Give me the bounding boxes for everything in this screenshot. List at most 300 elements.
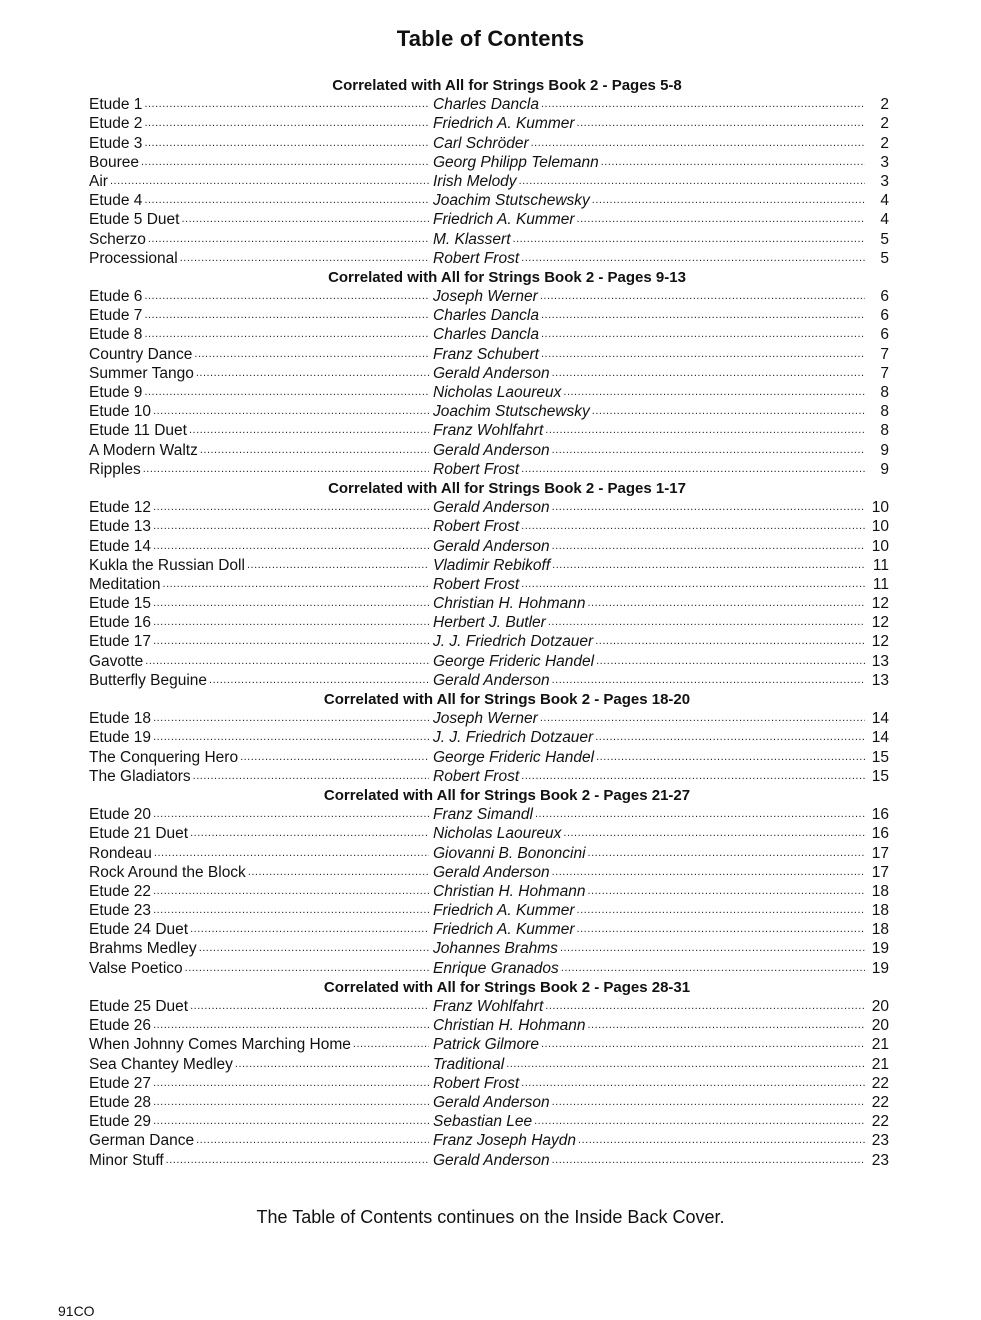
entry-title: Etude 15	[89, 595, 152, 613]
dot-leader	[144, 287, 429, 306]
dot-leader	[513, 230, 865, 249]
entry-composer: Gerald Anderson	[433, 441, 550, 459]
dot-leader	[353, 1035, 429, 1054]
dot-leader	[153, 901, 429, 920]
entry-page-number: 6	[880, 326, 889, 344]
entry-title: Etude 28	[89, 1093, 152, 1111]
entry-title: Etude 27	[89, 1074, 152, 1092]
entry-composer: Friedrich A. Kummer	[433, 115, 575, 133]
entry-title: Sea Chantey Medley	[89, 1055, 233, 1073]
dot-leader	[163, 575, 429, 594]
dot-leader	[190, 920, 429, 939]
entry-composer: Friedrich A. Kummer	[433, 902, 575, 920]
dot-leader	[541, 306, 865, 325]
dot-leader	[552, 1151, 865, 1170]
entry-page-number: 8	[880, 422, 889, 440]
entry-page-number: 4	[880, 211, 889, 229]
toc-entry	[89, 1016, 889, 1035]
entry-page-number: 3	[880, 172, 889, 190]
toc-entry	[89, 421, 889, 440]
entry-composer: Charles Dancla	[433, 307, 539, 325]
entry-title: Etude 7	[89, 307, 143, 325]
entry-page-number: 13	[871, 671, 889, 689]
entry-title: Etude 1	[89, 96, 143, 114]
toc-entry	[89, 805, 889, 824]
dot-leader	[541, 95, 865, 114]
entry-page-number: 10	[871, 537, 889, 555]
toc-entry	[89, 306, 889, 325]
toc-entry	[89, 613, 889, 632]
entry-title: The Gladiators	[89, 767, 191, 785]
dot-leader	[577, 920, 865, 939]
dot-leader	[153, 805, 429, 824]
entry-title: Etude 6	[89, 288, 143, 306]
entry-composer: Franz Wohlfahrt	[433, 422, 544, 440]
entry-page-number: 23	[871, 1151, 889, 1169]
entry-composer: Charles Dancla	[433, 326, 539, 344]
dot-leader	[199, 939, 429, 958]
dot-leader	[541, 1035, 865, 1054]
toc-entry	[89, 172, 889, 191]
entry-composer: Friedrich A. Kummer	[433, 211, 575, 229]
toc-entry	[89, 230, 889, 249]
dot-leader	[153, 613, 429, 632]
dot-leader	[144, 306, 429, 325]
entry-composer: Joseph Werner	[433, 710, 538, 728]
section-heading: Correlated with All for Strings Book 2 - Pages 21-27	[323, 786, 691, 804]
entry-page-number: 18	[871, 902, 889, 920]
entry-title: Etude 9	[89, 384, 143, 401]
dot-leader	[595, 632, 865, 651]
dot-leader	[552, 441, 865, 460]
dot-leader	[189, 421, 429, 440]
entry-composer: M. Klassert	[433, 230, 511, 248]
entry-title: Etude 13	[89, 518, 152, 536]
entry-composer: Gerald Anderson	[433, 863, 550, 881]
dot-leader	[190, 997, 429, 1016]
dot-leader	[588, 844, 865, 863]
entry-composer: Sebastian Lee	[433, 1113, 533, 1131]
dot-leader	[587, 594, 865, 613]
dot-leader	[153, 882, 429, 901]
dot-leader	[200, 441, 429, 460]
entry-composer: Carl Schröder	[433, 134, 529, 152]
entry-page-number: 2	[880, 134, 889, 152]
dot-leader	[541, 345, 865, 364]
toc-entry	[89, 537, 889, 556]
entry-title: Valse Poetico	[89, 959, 183, 977]
entry-composer: Joachim Stutschewsky	[433, 403, 590, 421]
dot-leader	[552, 364, 865, 383]
dot-leader	[521, 1074, 865, 1093]
dot-leader	[144, 191, 429, 210]
entry-page-number: 2	[880, 96, 889, 114]
entry-composer: Franz Schubert	[433, 345, 539, 363]
toc-entry	[89, 594, 889, 613]
toc-entry	[89, 153, 889, 172]
toc-entry	[89, 441, 889, 460]
dot-leader	[194, 345, 429, 364]
entry-title: Etude 11 Duet	[89, 422, 187, 440]
entry-composer: Gerald Anderson	[433, 537, 550, 555]
entry-page-number: 22	[871, 1113, 889, 1131]
toc-entry	[89, 1055, 889, 1074]
entry-composer: Robert Frost	[433, 518, 520, 536]
dot-leader	[535, 805, 865, 824]
entry-composer: J. J. Friedrich Dotzauer	[433, 633, 594, 651]
section-heading: Correlated with All for Strings Book 2 - Pages 18-20	[323, 691, 691, 708]
dot-leader	[144, 95, 429, 114]
entry-page-number: 8	[880, 403, 889, 421]
dot-leader	[592, 191, 865, 210]
entry-composer: Christian H. Hohmann	[433, 1017, 586, 1035]
dot-leader	[531, 134, 865, 153]
dot-leader	[521, 517, 865, 536]
dot-leader	[180, 249, 429, 268]
entry-page-number: 18	[871, 921, 889, 939]
entry-page-number: 12	[871, 614, 889, 632]
dot-leader	[552, 498, 865, 517]
dot-leader	[196, 1131, 429, 1150]
entry-title: Country Dance	[89, 345, 193, 363]
entry-title: Etude 21 Duet	[89, 825, 189, 843]
dot-leader	[193, 767, 429, 786]
entry-composer: Irish Melody	[433, 172, 517, 190]
dot-leader	[534, 1112, 865, 1131]
dot-leader	[247, 556, 429, 575]
entry-title: Rock Around the Block	[89, 863, 246, 881]
entry-composer: Charles Dancla	[433, 96, 539, 114]
dot-leader	[561, 959, 865, 978]
toc-entry	[89, 134, 889, 153]
dot-leader	[552, 1093, 865, 1112]
entry-title: A Modern Waltz	[89, 441, 198, 459]
section-heading: Correlated with All for Strings Book 2 - Pages 9-13	[328, 268, 686, 286]
section-heading: Correlated with All for Strings Book 2 - Pages 5-8	[332, 77, 682, 94]
dot-leader	[181, 210, 429, 229]
dot-leader	[166, 1151, 429, 1170]
entry-page-number: 20	[871, 1017, 889, 1035]
dot-leader	[592, 402, 865, 421]
entry-composer: Joseph Werner	[433, 288, 538, 306]
entry-title: Etude 16	[89, 614, 152, 632]
entry-composer: Christian H. Hohmann	[433, 595, 586, 613]
entry-composer: George Frideric Handel	[433, 748, 595, 766]
toc-entry	[89, 498, 889, 517]
dot-leader	[141, 153, 429, 172]
entry-page-number: 14	[871, 729, 889, 747]
entry-page-number: 16	[871, 825, 889, 843]
entry-title: Etude 3	[89, 134, 143, 152]
entry-title: Minor Stuff	[89, 1151, 164, 1169]
entry-page-number: 4	[880, 192, 889, 210]
dot-leader	[248, 863, 429, 882]
dot-leader	[240, 748, 429, 767]
toc-entry	[89, 671, 889, 690]
entry-composer: Gerald Anderson	[433, 1151, 550, 1169]
dot-leader	[587, 1016, 865, 1035]
dot-leader	[587, 882, 865, 901]
dot-leader	[521, 575, 865, 594]
entry-title: Bouree	[89, 153, 139, 171]
dot-leader	[143, 460, 429, 479]
toc-entry	[89, 863, 889, 882]
dot-leader	[540, 287, 865, 306]
toc-entry	[89, 517, 889, 536]
entry-composer: Robert Frost	[433, 575, 520, 593]
dot-leader	[596, 748, 865, 767]
entry-title: Etude 12	[89, 499, 152, 517]
dot-leader	[552, 556, 865, 575]
entry-composer: Johannes Brahms	[433, 940, 558, 958]
entry-composer: Enrique Granados	[433, 959, 559, 977]
entry-composer: Gerald Anderson	[433, 364, 550, 382]
dot-leader	[144, 383, 429, 402]
dot-leader	[153, 594, 429, 613]
dot-leader	[145, 652, 429, 671]
toc-entry	[89, 882, 889, 901]
entry-title: Processional	[89, 249, 178, 267]
dot-leader	[521, 767, 865, 786]
entry-page-number: 5	[880, 230, 889, 248]
entry-title: When Johnny Comes Marching Home	[89, 1036, 351, 1054]
toc-entry	[89, 920, 889, 939]
entry-page-number: 17	[871, 863, 889, 881]
continuation-note: The Table of Contents continues on the Inside Back Cover.	[256, 1207, 725, 1227]
dot-leader	[153, 537, 429, 556]
dot-leader	[563, 383, 865, 402]
entry-page-number: 22	[871, 1093, 889, 1111]
entry-title: Etude 14	[89, 537, 152, 555]
dot-leader	[521, 460, 865, 479]
toc-entry	[89, 767, 889, 786]
entry-page-number: 5	[880, 249, 889, 267]
entry-page-number: 17	[871, 844, 889, 862]
entry-title: Etude 29	[89, 1113, 152, 1131]
toc-entry	[89, 95, 889, 114]
entry-page-number: 23	[871, 1132, 889, 1150]
dot-leader	[144, 134, 429, 153]
dot-leader	[153, 498, 429, 517]
entry-composer: Franz Simandl	[433, 806, 533, 824]
entry-composer: Nicholas Laoureux	[433, 825, 562, 843]
dot-leader	[601, 153, 865, 172]
toc-entry	[89, 901, 889, 920]
dot-leader	[577, 901, 865, 920]
dot-leader	[153, 1112, 429, 1131]
entry-composer: Giovanni B. Bononcini	[433, 844, 586, 862]
entry-page-number: 6	[880, 307, 889, 325]
toc-entry	[89, 460, 889, 479]
entry-title: Etude 24 Duet	[89, 921, 189, 939]
dot-leader	[153, 402, 429, 421]
entry-composer: Traditional	[433, 1055, 505, 1073]
entry-page-number: 18	[871, 882, 889, 900]
entry-title: Etude 17	[89, 633, 152, 651]
entry-composer: Joachim Stutschewsky	[433, 192, 590, 210]
dot-leader	[153, 517, 429, 536]
dot-leader	[144, 325, 429, 344]
entry-page-number: 15	[871, 748, 889, 766]
entry-composer: George Frideric Handel	[433, 652, 595, 670]
toc-entry	[89, 1093, 889, 1112]
entry-page-number: 16	[871, 806, 889, 824]
entry-title: Brahms Medley	[89, 940, 197, 958]
entry-title: Etude 22	[89, 882, 152, 900]
toc-entry	[89, 959, 889, 978]
dot-leader	[144, 114, 429, 133]
entry-composer: Gerald Anderson	[433, 1093, 550, 1111]
toc-entry	[89, 287, 889, 306]
entry-page-number: 10	[871, 499, 889, 517]
entry-page-number: 7	[880, 364, 889, 382]
entry-page-number: 8	[880, 384, 889, 401]
dot-leader	[235, 1055, 429, 1074]
entry-composer: Franz Joseph Haydn	[433, 1132, 577, 1150]
entry-composer: Franz Wohlfahrt	[433, 998, 544, 1015]
entry-page-number: 13	[871, 652, 889, 670]
entry-composer: Christian H. Hohmann	[433, 882, 586, 900]
toc-entry	[89, 191, 889, 210]
toc-entry	[89, 728, 889, 747]
entry-composer: Georg Philipp Telemann	[433, 153, 599, 171]
entry-page-number: 19	[871, 959, 889, 977]
entry-page-number: 3	[880, 153, 889, 171]
entry-composer: J. J. Friedrich Dotzauer	[433, 729, 594, 747]
entry-title: Meditation	[89, 575, 161, 593]
catalog-code: 91CO	[58, 1303, 95, 1319]
toc-entry	[89, 114, 889, 133]
section-heading: Correlated with All for Strings Book 2 - Pages 28-31	[323, 978, 691, 996]
dot-leader	[153, 1093, 429, 1112]
entry-page-number: 9	[880, 441, 889, 459]
dot-leader	[209, 671, 429, 690]
entry-composer: Robert Frost	[433, 767, 520, 785]
entry-page-number: 19	[871, 940, 889, 958]
dot-leader	[506, 1055, 865, 1074]
dot-leader	[545, 421, 865, 440]
dot-leader	[185, 959, 429, 978]
toc-entry	[89, 1151, 889, 1170]
section-heading: Correlated with All for Strings Book 2 - Pages 1-17	[328, 479, 686, 497]
entry-title: Etude 25 Duet	[89, 998, 189, 1015]
dot-leader	[545, 997, 865, 1016]
dot-leader	[153, 1074, 429, 1093]
entry-page-number: 9	[880, 460, 889, 478]
entry-composer: Herbert J. Butler	[433, 614, 546, 632]
entry-page-number: 2	[880, 115, 889, 133]
toc-entry	[89, 652, 889, 671]
toc-entry	[89, 325, 889, 344]
dot-leader	[578, 1131, 865, 1150]
entry-composer: Gerald Anderson	[433, 499, 550, 517]
entry-title: The Conquering Hero	[89, 748, 239, 766]
entry-title: Etude 2	[89, 115, 143, 133]
toc-entry	[89, 345, 889, 364]
entry-composer: Patrick Gilmore	[433, 1036, 539, 1054]
dot-leader	[563, 824, 865, 843]
entry-title: Etude 18	[89, 710, 152, 728]
dot-leader	[540, 709, 865, 728]
entry-title: Etude 20	[89, 806, 152, 824]
toc-entry	[89, 1112, 889, 1131]
dot-leader	[577, 210, 865, 229]
page-title: Table of Contents	[396, 26, 585, 51]
entry-title: Gavotte	[89, 652, 144, 670]
entry-composer: Robert Frost	[433, 460, 520, 478]
entry-title: Etude 5 Duet	[89, 211, 180, 229]
toc-entry	[89, 824, 889, 843]
dot-leader	[552, 863, 865, 882]
toc-entry	[89, 1131, 889, 1150]
dot-leader	[148, 230, 429, 249]
toc-entry	[89, 575, 889, 594]
entry-page-number: 21	[871, 1036, 889, 1054]
entry-composer: Robert Frost	[433, 1074, 520, 1092]
dot-leader	[196, 364, 429, 383]
entry-title: Ripples	[89, 460, 141, 478]
entry-title: Butterfly Beguine	[89, 671, 208, 689]
dot-leader	[577, 114, 865, 133]
entry-composer: Robert Frost	[433, 249, 520, 267]
entry-title: Kukla the Russian Doll	[89, 556, 245, 574]
entry-title: Air	[89, 172, 108, 190]
dot-leader	[519, 172, 865, 191]
dot-leader	[110, 172, 429, 191]
entry-page-number: 20	[871, 998, 889, 1015]
dot-leader	[560, 939, 865, 958]
entry-page-number: 7	[880, 345, 889, 363]
entry-page-number: 11	[872, 575, 889, 593]
table-of-contents	[89, 76, 889, 1170]
toc-entry	[89, 709, 889, 728]
toc-entry	[89, 556, 889, 575]
entry-composer: Friedrich A. Kummer	[433, 921, 575, 939]
dot-leader	[153, 728, 429, 747]
toc-entry	[89, 632, 889, 651]
entry-title: Scherzo	[89, 230, 146, 248]
entry-title: German Dance	[89, 1132, 195, 1150]
toc-entry	[89, 249, 889, 268]
toc-entry	[89, 364, 889, 383]
toc-entry	[89, 402, 889, 421]
entry-page-number: 15	[871, 767, 889, 785]
entry-page-number: 6	[880, 288, 889, 306]
entry-page-number: 14	[871, 710, 889, 728]
entry-title: Summer Tango	[89, 364, 194, 382]
dot-leader	[552, 537, 865, 556]
dot-leader	[541, 325, 865, 344]
dot-leader	[548, 613, 865, 632]
entry-page-number: 21	[871, 1055, 889, 1073]
toc-entry	[89, 748, 889, 767]
entry-title: Etude 23	[89, 902, 152, 920]
dot-leader	[153, 709, 429, 728]
entry-title: Etude 4	[89, 192, 143, 210]
entry-composer: Vladimir Rebikoff	[433, 556, 551, 574]
toc-entry	[89, 939, 889, 958]
entry-title: Rondeau	[89, 844, 152, 862]
entry-page-number: 11	[872, 556, 889, 574]
dot-leader	[521, 249, 865, 268]
entry-page-number: 22	[871, 1074, 889, 1092]
dot-leader	[153, 1016, 429, 1035]
toc-entry	[89, 844, 889, 863]
toc-entry	[89, 210, 889, 229]
dot-leader	[154, 844, 429, 863]
toc-entry	[89, 997, 889, 1016]
entry-title: Etude 26	[89, 1017, 152, 1035]
